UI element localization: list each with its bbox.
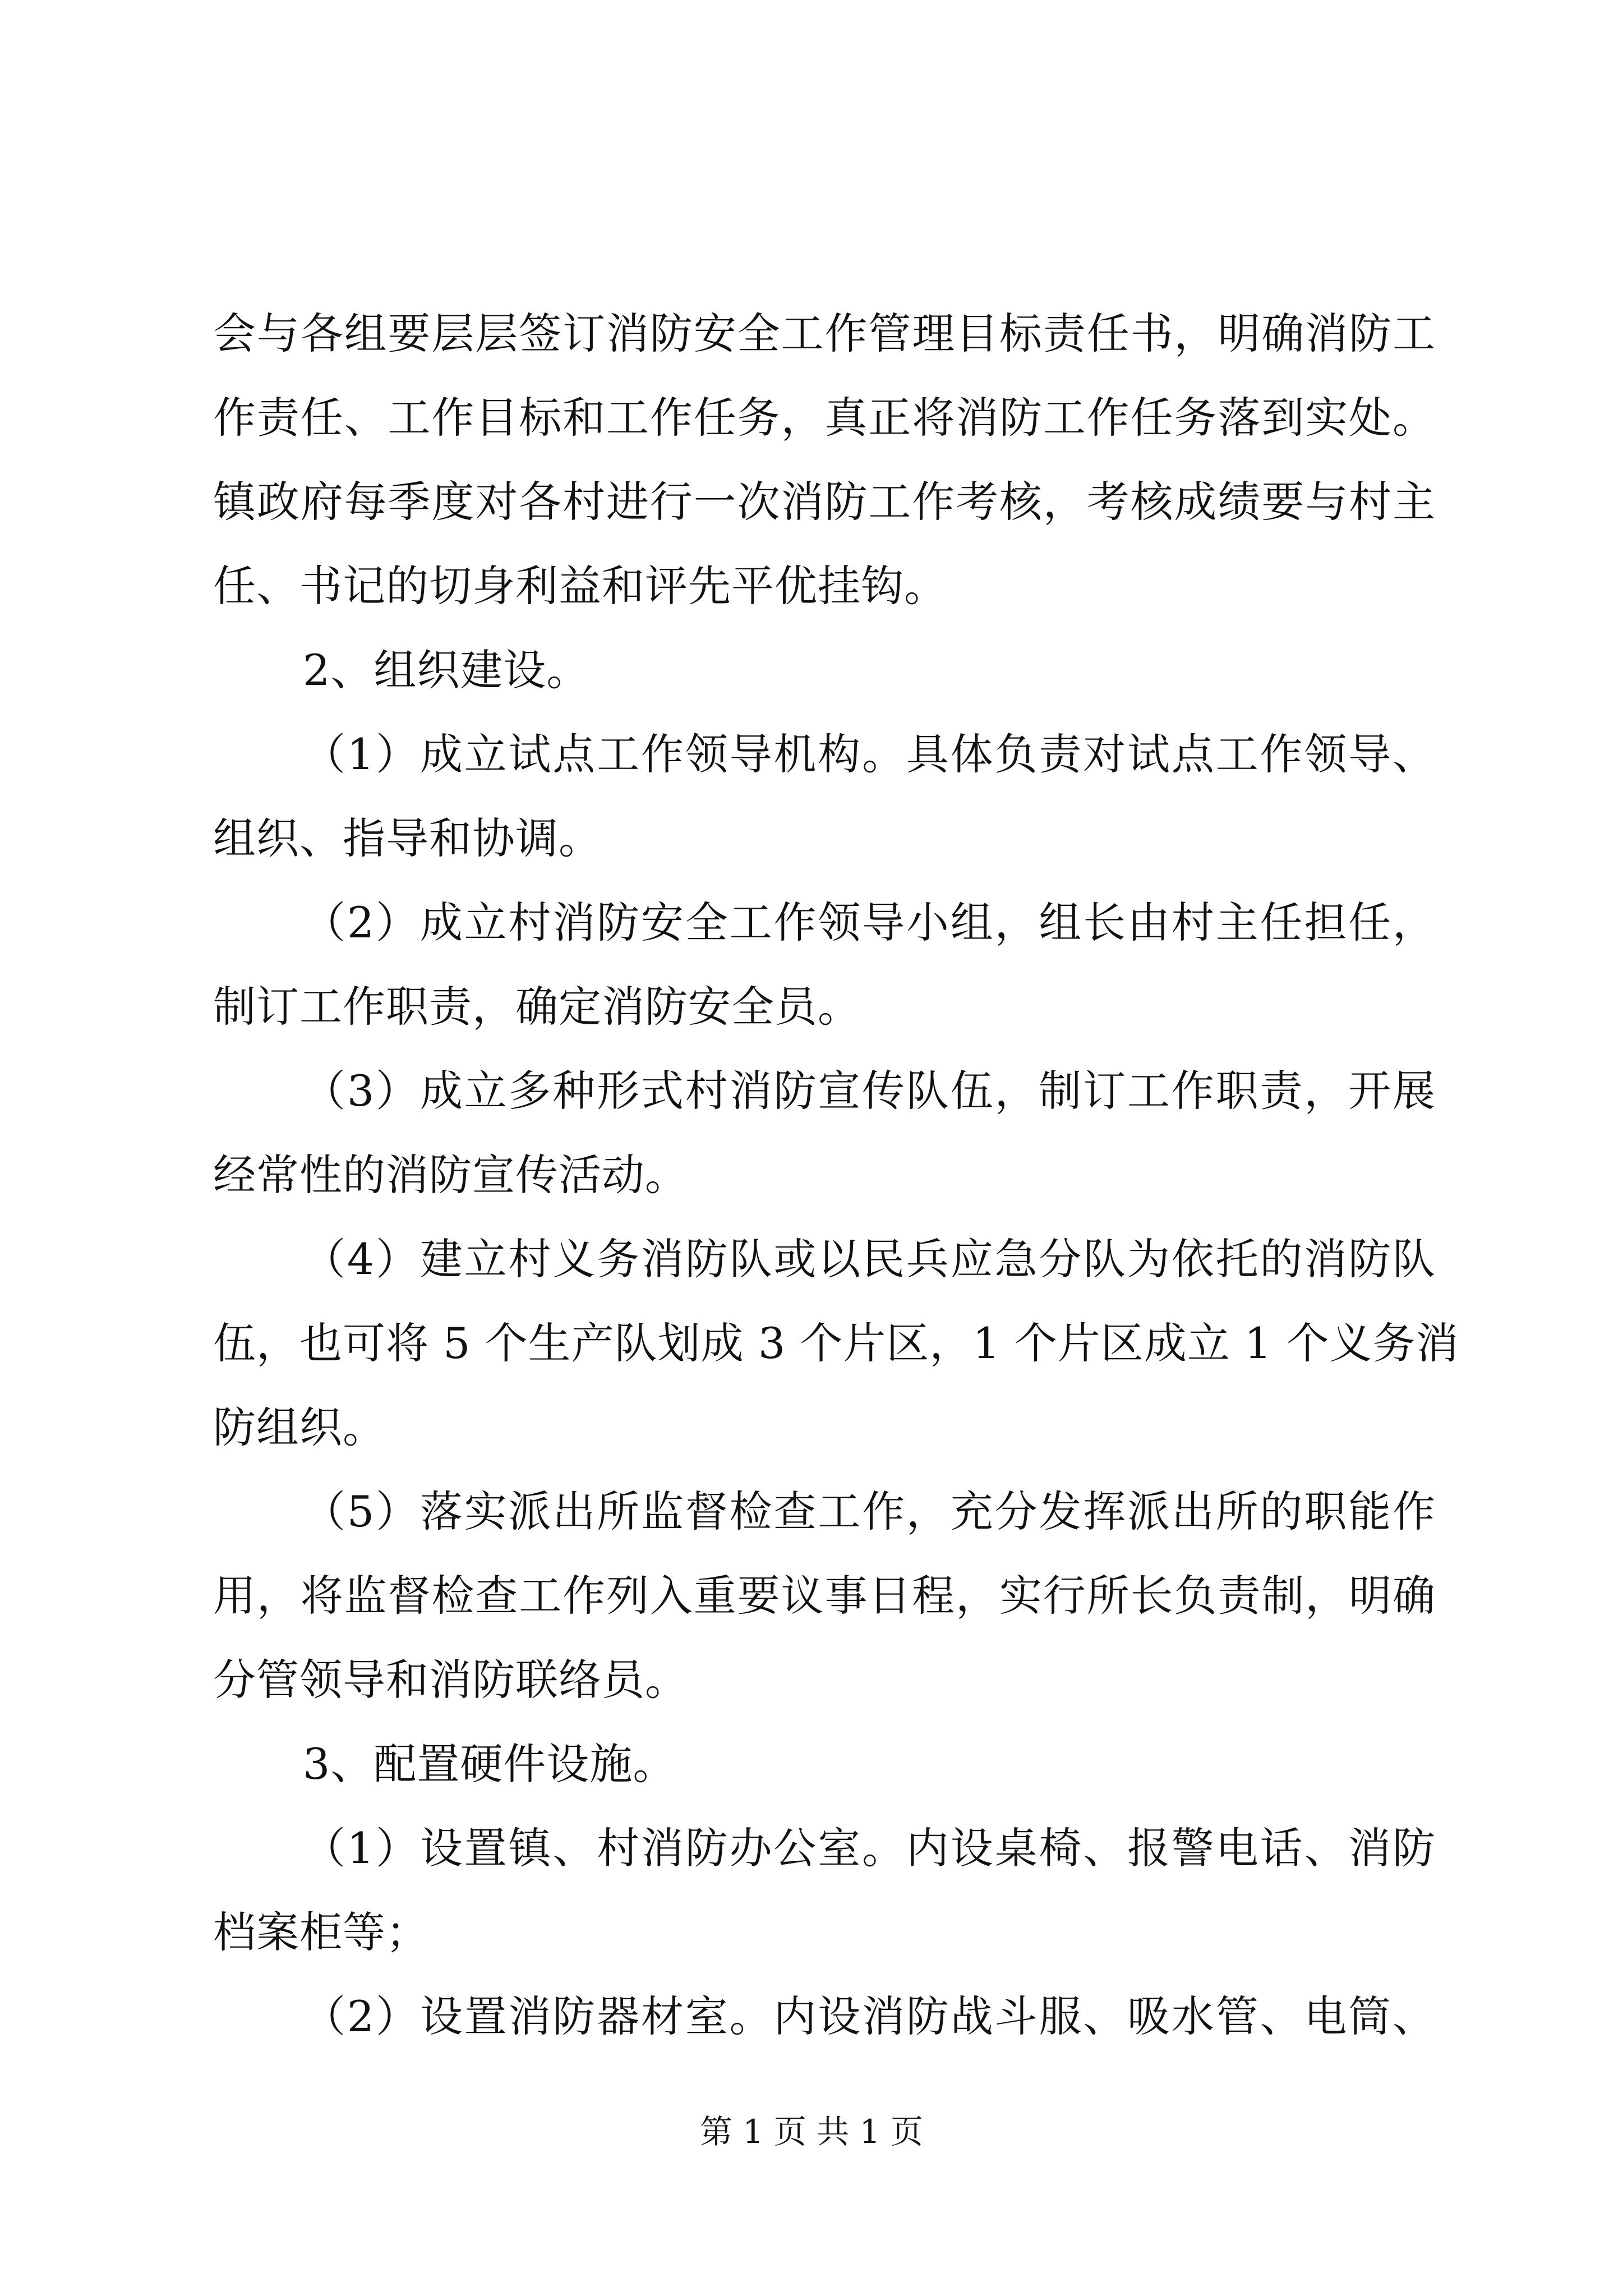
body-line: 经常性的消防宣传活动。 (213, 1150, 688, 1200)
body-line: 档案柜等； (213, 1907, 429, 1957)
body-line: 作责任、工作目标和工作任务，真正将消防工作任务落到实处。 (213, 393, 1436, 443)
body-line: 伍，也可将 5 个生产队划成 3 个片区，1 个片区成立 1 个义务消 (213, 1318, 1459, 1368)
body-line: 任、书记的切身利益和评先平优挂钩。 (213, 561, 947, 611)
list-item: （5）落实派出所监督检查工作，充分发挥派出所的职能作 (303, 1487, 1436, 1536)
list-item: （3）成立多种形式村消防宣传队伍，制订工作职责，开展 (303, 1066, 1436, 1116)
page-footer: 第 1 页 共 1 页 (700, 2113, 923, 2151)
list-item: （1）成立试点工作领导机构。具体负责对试点工作领导、 (303, 729, 1436, 779)
body-line: 制订工作职责，确定消防安全员。 (213, 982, 861, 1032)
list-item: （2）成立村消防安全工作领导小组，组长由村主任担任， (303, 898, 1436, 947)
body-line: 防组织。 (213, 1402, 386, 1452)
section-heading: 2、组织建设。 (303, 645, 590, 695)
list-item: （4）建立村义务消防队或以民兵应急分队为依托的消防队 (303, 1234, 1436, 1284)
body-line: 组织、指导和协调。 (213, 813, 602, 863)
body-line: 用，将监督检查工作列入重要议事日程，实行所长负责制，明确 (213, 1571, 1436, 1621)
body-line: 镇政府每季度对各村进行一次消防工作考核，考核成绩要与村主 (213, 477, 1436, 527)
body-line: 会与各组要层层签订消防安全工作管理目标责任书，明确消防工 (213, 309, 1436, 358)
body-line: 分管领导和消防联络员。 (213, 1655, 688, 1705)
section-heading: 3、配置硬件设施。 (303, 1739, 676, 1789)
list-item: （1）设置镇、村消防办公室。内设桌椅、报警电话、消防 (303, 1823, 1436, 1873)
list-item: （2）设置消防器材室。内设消防战斗服、吸水管、电筒、 (303, 1991, 1436, 2041)
